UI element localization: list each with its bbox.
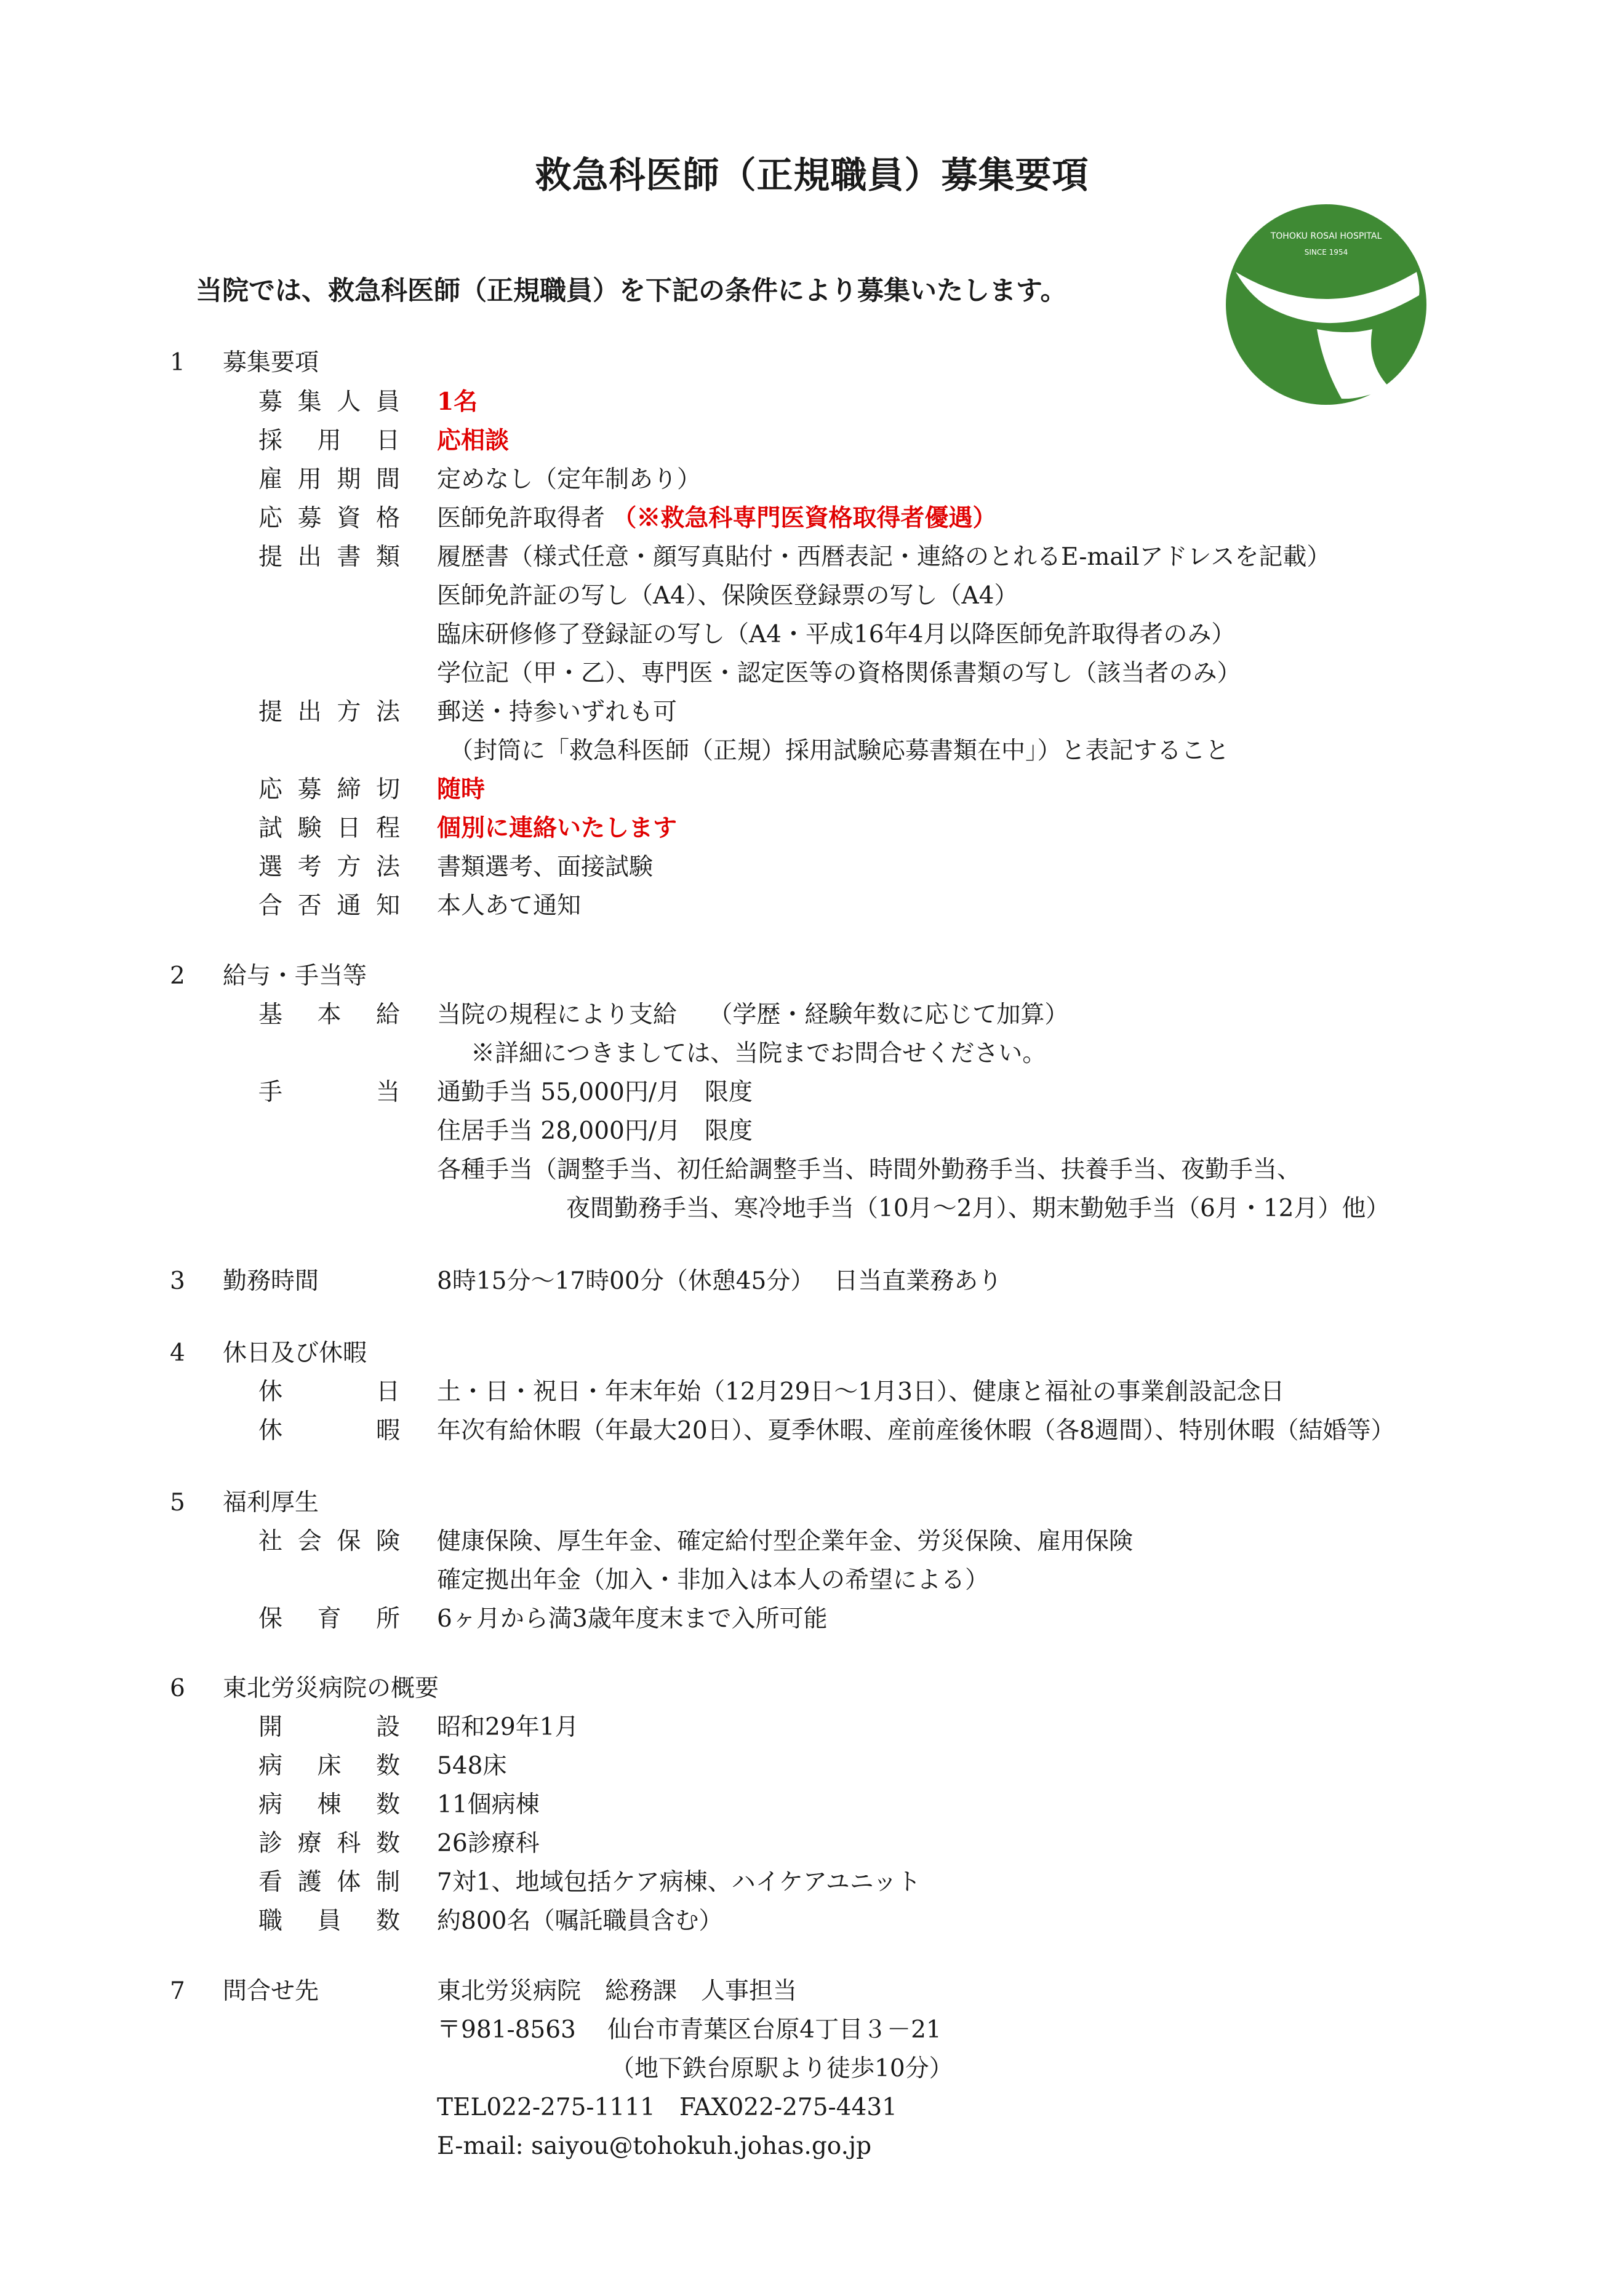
social-insurance: 健康保険、厚生年金、確定給付型企業年金、労災保険、雇用保険: [437, 1528, 1134, 1555]
section-number: 7: [170, 1977, 185, 2005]
section-title: 問合せ先: [223, 1977, 319, 2005]
section-title: 募集要項: [223, 349, 319, 377]
label-text: 看 護 体 制: [258, 1868, 400, 1896]
section-title: 勤務時間: [223, 1267, 319, 1295]
documents-line: 学位記（甲・乙）、専門医・認定医等の資格関係書類の写し（該当者のみ）: [437, 660, 1241, 687]
label-text: 募 集 人 員: [258, 388, 400, 416]
label-social-insurance: [258, 1529, 400, 1553]
label-text: 選 考 方 法: [258, 853, 400, 881]
qualification-preference: （※救急科専門医資格取得者優遇）: [612, 504, 997, 532]
label-deadline: [258, 778, 400, 802]
label-nursery: [258, 1607, 400, 1631]
contact-access: （地下鉄台原駅より徒歩10分）: [610, 2055, 953, 2083]
deadline: 随時: [437, 775, 486, 803]
beds: 548床: [437, 1752, 507, 1780]
leave: 年次有給休暇（年最大20日）、夏季休暇、産前産後休暇（各8週間）、特別休暇（結婚等）: [437, 1417, 1395, 1445]
label-selection-method: [258, 855, 400, 879]
label-text: 保 育 所: [258, 1605, 400, 1633]
label-base-salary: [258, 1003, 400, 1027]
contact-email[interactable]: E-mail: saiyou@tohokuh.johas.go.jp: [437, 2132, 872, 2160]
label-qualification: [258, 506, 400, 530]
label-text: 診 療 科 数: [258, 1830, 400, 1857]
label-established: [258, 1715, 400, 1739]
label-text: 合 否 通 知: [258, 892, 400, 920]
label-text: 開 設: [258, 1713, 400, 1741]
label-text: 提 出 方 法: [258, 698, 400, 726]
label-exam-schedule: [258, 816, 400, 840]
submit-method: 郵送・持参いずれも可: [437, 698, 678, 726]
label-text: 応 募 資 格: [258, 504, 400, 532]
departments: 26診療科: [437, 1830, 540, 1857]
label-allowances: [258, 1080, 400, 1104]
qualification-text: 医師免許取得者: [437, 504, 606, 532]
label-text: 雇 用 期 間: [258, 466, 400, 493]
documents-line: 医師免許証の写し（A4）、保険医登録票の写し（A4）: [437, 582, 1018, 610]
section-number: 2: [170, 962, 185, 990]
label-staff-count: [258, 1909, 400, 1933]
label-text: 病 棟 数: [258, 1791, 400, 1819]
label-holidays: [258, 1380, 400, 1404]
document-title: 救急科医師（正規職員）募集要項: [535, 154, 1089, 196]
hire-date: 応相談: [437, 426, 510, 455]
base-salary: 当院の規程により支給 （学歴・経験年数に応じて加算）: [437, 1001, 1069, 1029]
recruit-count: 1名: [437, 388, 478, 416]
label-text: 応 募 締 切: [258, 776, 400, 803]
section-title: 東北労災病院の概要: [223, 1675, 439, 1702]
established: 昭和29年1月: [437, 1713, 579, 1741]
section-title: 給与・手当等: [223, 962, 367, 990]
svg-text:TOHOKU ROSAI HOSPITAL: TOHOKU ROSAI HOSPITAL: [1270, 231, 1382, 241]
section-number: 4: [170, 1339, 185, 1367]
wards: 11個病棟: [437, 1791, 540, 1819]
label-wards: [258, 1793, 400, 1817]
section-number: 5: [170, 1489, 185, 1517]
label-recruit-count: [258, 390, 400, 414]
nursing-system: 7対1、地域包括ケア病棟、ハイケアユニット: [437, 1868, 921, 1896]
social-insurance: 確定拠出年金（加入・非加入は本人の希望による）: [437, 1566, 990, 1594]
svg-text:SINCE 1954: SINCE 1954: [1304, 248, 1348, 257]
label-text: 基 本 給: [258, 1001, 400, 1029]
label-submit-method: [258, 700, 400, 724]
exam-schedule: 個別に連絡いたします: [437, 814, 678, 842]
allowance-line: 夜間勤務手当、寒冷地手当（10月～2月）、期末勤勉手当（6月・12月）他）: [566, 1195, 1390, 1222]
contact-department: 東北労災病院 総務課 人事担当: [437, 1977, 798, 2005]
label-hire-date: [258, 429, 400, 453]
label-result-notice: [258, 894, 400, 918]
label-beds: [258, 1754, 400, 1778]
result-notice: 本人あて通知: [437, 892, 582, 920]
section-title: 休日及び休暇: [223, 1339, 367, 1367]
label-text: 社 会 保 険: [258, 1528, 400, 1555]
selection-method: 書類選考、面接試験: [437, 853, 654, 881]
base-salary-note: ※詳細につきましては、当院までお問合せください。: [471, 1040, 1047, 1067]
label-text: 提 出 書 類: [258, 543, 400, 571]
label-text: 手 当: [258, 1078, 400, 1106]
label-nursing-system: [258, 1870, 400, 1894]
label-leave: [258, 1419, 400, 1443]
allowance-line: 通勤手当 55,000円/月 限度: [437, 1078, 753, 1106]
label-text: 休 日: [258, 1378, 400, 1406]
intro-text: 当院では、救急科医師（正規職員）を下記の条件により募集いたします。: [196, 276, 1067, 306]
working-hours: 8時15分～17時00分（休憩45分） 日当直業務あり: [437, 1267, 1002, 1295]
documents-line: 臨床研修修了登録証の写し（A4・平成16年4月以降医師免許取得者のみ）: [437, 621, 1236, 648]
nursery: 6ヶ月から満3歳年度末まで入所可能: [437, 1605, 828, 1633]
label-departments: [258, 1832, 400, 1856]
allowance-line: 各種手当（調整手当、初任給調整手当、時間外勤務手当、扶養手当、夜勤手当、: [437, 1156, 1302, 1184]
label-text: 休 暇: [258, 1417, 400, 1445]
label-text: 職 員 数: [258, 1907, 400, 1935]
contact-address: 〒981-8563 仙台市青葉区台原4丁目３－21: [437, 2016, 942, 2044]
contact-phone: TEL022-275-1111 FAX022-275-4431: [437, 2094, 897, 2121]
staff-count: 約800名（嘱託職員含む）: [437, 1907, 723, 1935]
holidays: 土・日・祝日・年末年始（12月29日～1月3日）、健康と福祉の事業創設記念日: [437, 1378, 1285, 1406]
label-text: 病 床 数: [258, 1752, 400, 1780]
employment-term: 定めなし（定年制あり）: [437, 466, 702, 493]
label-text: 試 験 日 程: [258, 815, 400, 842]
submit-method-note: （封筒に「救急科医師（正規）採用試験応募書類在中」）と表記すること: [449, 737, 1230, 765]
section-number: 6: [170, 1675, 185, 1702]
label-documents: [258, 545, 400, 569]
label-text: 採 用 日: [258, 427, 400, 455]
allowance-line: 住居手当 28,000円/月 限度: [437, 1117, 753, 1145]
section-title: 福利厚生: [223, 1489, 319, 1517]
documents-line: 履歴書（様式任意・顔写真貼付・西暦表記・連絡のとれるE-mailアドレスを記載）: [437, 543, 1331, 571]
section-number: 3: [170, 1267, 185, 1295]
label-employment-term: [258, 468, 400, 492]
section-number: 1: [170, 349, 185, 377]
qualification: [437, 506, 996, 530]
hospital-logo: [1225, 203, 1428, 406]
